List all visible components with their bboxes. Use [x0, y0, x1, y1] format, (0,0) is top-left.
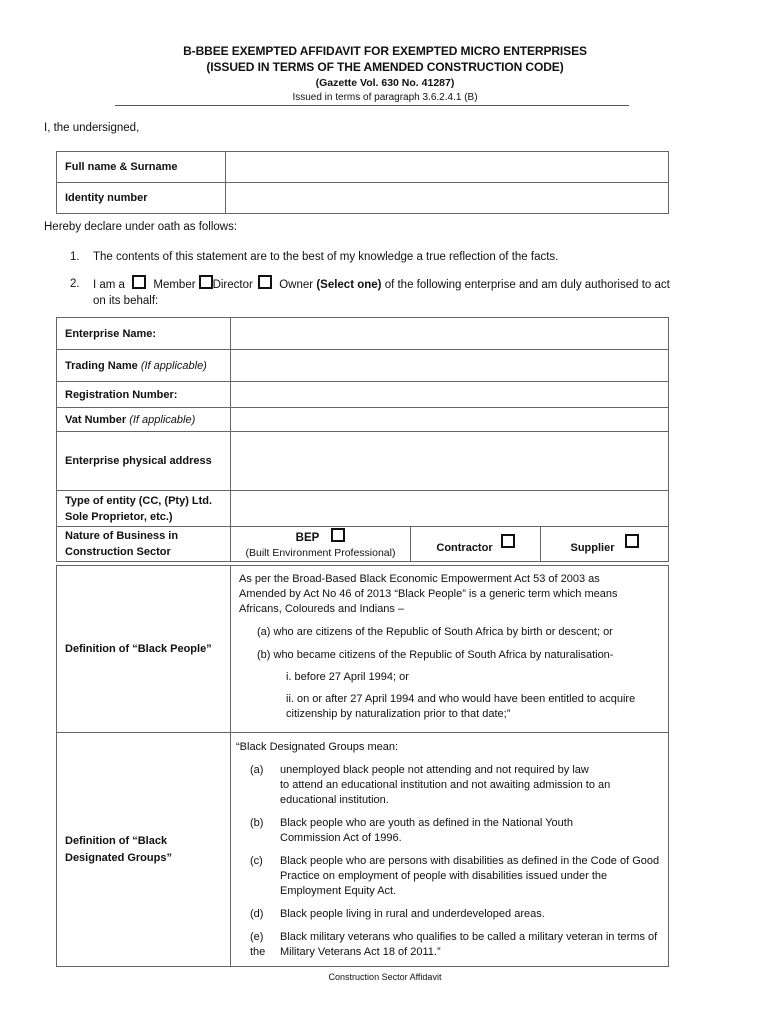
supplier-checkbox[interactable] [625, 534, 639, 548]
bep-label: BEP [295, 531, 320, 544]
supplier-option[interactable] [541, 527, 669, 562]
designated-groups-label: Definition of “Black Designated Groups” [57, 733, 231, 967]
entity-type-label: Type of entity (CC, (Pty) Ltd. Sole Proprietor, etc.) [57, 491, 231, 527]
director-label: Director [212, 279, 253, 291]
declare-text: Hereby declare under oath as follows: [44, 221, 238, 233]
designated-group-item: (d) Black people living in rural and underdeveloped areas. [250, 908, 545, 920]
definition-item-b: (b) who became citizens of the Republic of South Africa by naturalisation- [257, 649, 614, 661]
definitions-table [56, 565, 669, 967]
document-title: B-BBEE EXEMPTED AFFIDAVIT FOR EXEMPTED MICRO ENTERPRISES [183, 44, 587, 58]
owner-checkbox[interactable] [258, 275, 272, 289]
trading-name-field[interactable] [231, 350, 669, 382]
statement-2-prefix: I am a [93, 279, 125, 291]
fullname-field[interactable] [226, 152, 669, 183]
director-checkbox[interactable] [199, 275, 213, 289]
trading-name-label: Trading Name (If applicable) [57, 350, 231, 382]
designated-group-item: (c) Black people who are persons with disabilities as defined in the Code of Good Practice on employment of people with disabilities issued under the Employment Equity Act. [250, 855, 660, 897]
enterprise-name-field[interactable] [231, 318, 669, 350]
supplier-label: Supplier [570, 542, 615, 554]
member-checkbox[interactable] [132, 275, 146, 289]
vat-number-label: Vat Number (If applicable) [57, 408, 231, 432]
designated-group-item: (b) Black people who are youth as defined in the National Youth Commission Act of 1996. [250, 817, 573, 844]
contractor-checkbox[interactable] [501, 534, 515, 548]
statement-2-suffix: of the following enterprise and am duly authorised to act [384, 279, 670, 291]
definition-item-i: i. before 27 April 1994; or [286, 671, 409, 683]
bep-full-label: (Built Environment Professional) [245, 546, 396, 559]
issued-paragraph: Issued in terms of paragraph 3.6.2.4.1 (B) [292, 92, 478, 103]
designated-groups-definition: “Black Designated Groups mean: (a) unemployed black people not attending and not required by law to attend an educational institution and not awaiting admission to an educational institution. (b) Black people who are youth as defined in the National Youth Commission Act of 1996. (c) Black people who are persons with disabilities as defined in the Code of Good Practice on employment of people with disabilities issued under the Employment Equity Act. (d) Black people living in rural and underdeveloped areas. (e) Black military veterans who qualifies to be called a military veteran in terms of the Military Veterans Act 18 of 2011.” [231, 733, 669, 967]
contractor-label: Contractor [436, 542, 493, 554]
gazette-reference: (Gazette Vol. 630 No. 41287) [315, 77, 455, 89]
definition-item-ii: ii. on or after 27 April 1994 and who would have been entitled to acquire [286, 693, 636, 705]
bep-checkbox[interactable] [331, 528, 345, 542]
vat-number-field[interactable] [231, 408, 669, 432]
header-divider [115, 105, 629, 106]
owner-label: Owner [279, 279, 314, 291]
black-people-label: Definition of “Black People” [57, 566, 231, 733]
black-people-definition: As per the Broad-Based Black Economic Empowerment Act 53 of 2003 as Amended by Act No 46 of 2013 “Black People” is a generic term which means Africans, Coloureds and Indians – (a) who are citizens of the Republic of South Africa by birth or descent; or (b) who became citizens of the Republic of South Africa by naturalisation- i. before 27 April 1994; or ii. on or after 27 April 1994 and who would have been entitled to acquire citizenship by naturalization prior to that date;” [231, 566, 669, 733]
contractor-option[interactable] [411, 527, 541, 562]
identity-number-label: Identity number [57, 183, 226, 214]
registration-number-label: Registration Number: [57, 382, 231, 408]
identity-table [56, 151, 669, 214]
physical-address-label: Enterprise physical address [57, 432, 231, 491]
footer-text: Construction Sector Affidavit [328, 972, 442, 982]
nature-of-business-label: Nature of Business in Construction Sector [57, 527, 231, 562]
intro-text: I, the undersigned, [44, 122, 140, 134]
statement-2-line [93, 275, 670, 291]
trading-name-note: (If applicable) [140, 359, 207, 372]
bep-option[interactable] [231, 527, 411, 562]
fullname-label: Full name & Surname [57, 152, 226, 183]
enterprise-table [56, 317, 669, 562]
physical-address-field[interactable] [231, 432, 669, 491]
statement-1-number: 1. [70, 251, 80, 263]
document-subtitle: (ISSUED IN TERMS OF THE AMENDED CONSTRUCTION CODE) [206, 60, 564, 74]
entity-type-field[interactable] [231, 491, 669, 527]
select-one-note: (Select one) [316, 279, 382, 291]
statement-2-line2: on its behalf: [93, 295, 159, 307]
statement-1-text: The contents of this statement are to the best of my knowledge a true reflection of the facts. [93, 251, 559, 263]
identity-number-field[interactable] [226, 183, 669, 214]
definition-item-a: (a) who are citizens of the Republic of South Africa by birth or descent; or [257, 626, 613, 638]
enterprise-name-label: Enterprise Name: [57, 318, 231, 350]
designated-group-item: (a) unemployed black people not attending and not required by law to attend an educational institution and not awaiting admission to an educational institution. [250, 764, 611, 806]
registration-number-field[interactable] [231, 382, 669, 408]
designated-group-item: (e) Black military veterans who qualifies to be called a military veteran in terms of [250, 931, 658, 943]
member-label: Member [153, 279, 196, 291]
statement-2-number: 2. [70, 278, 80, 290]
vat-number-note: (If applicable) [129, 413, 196, 426]
